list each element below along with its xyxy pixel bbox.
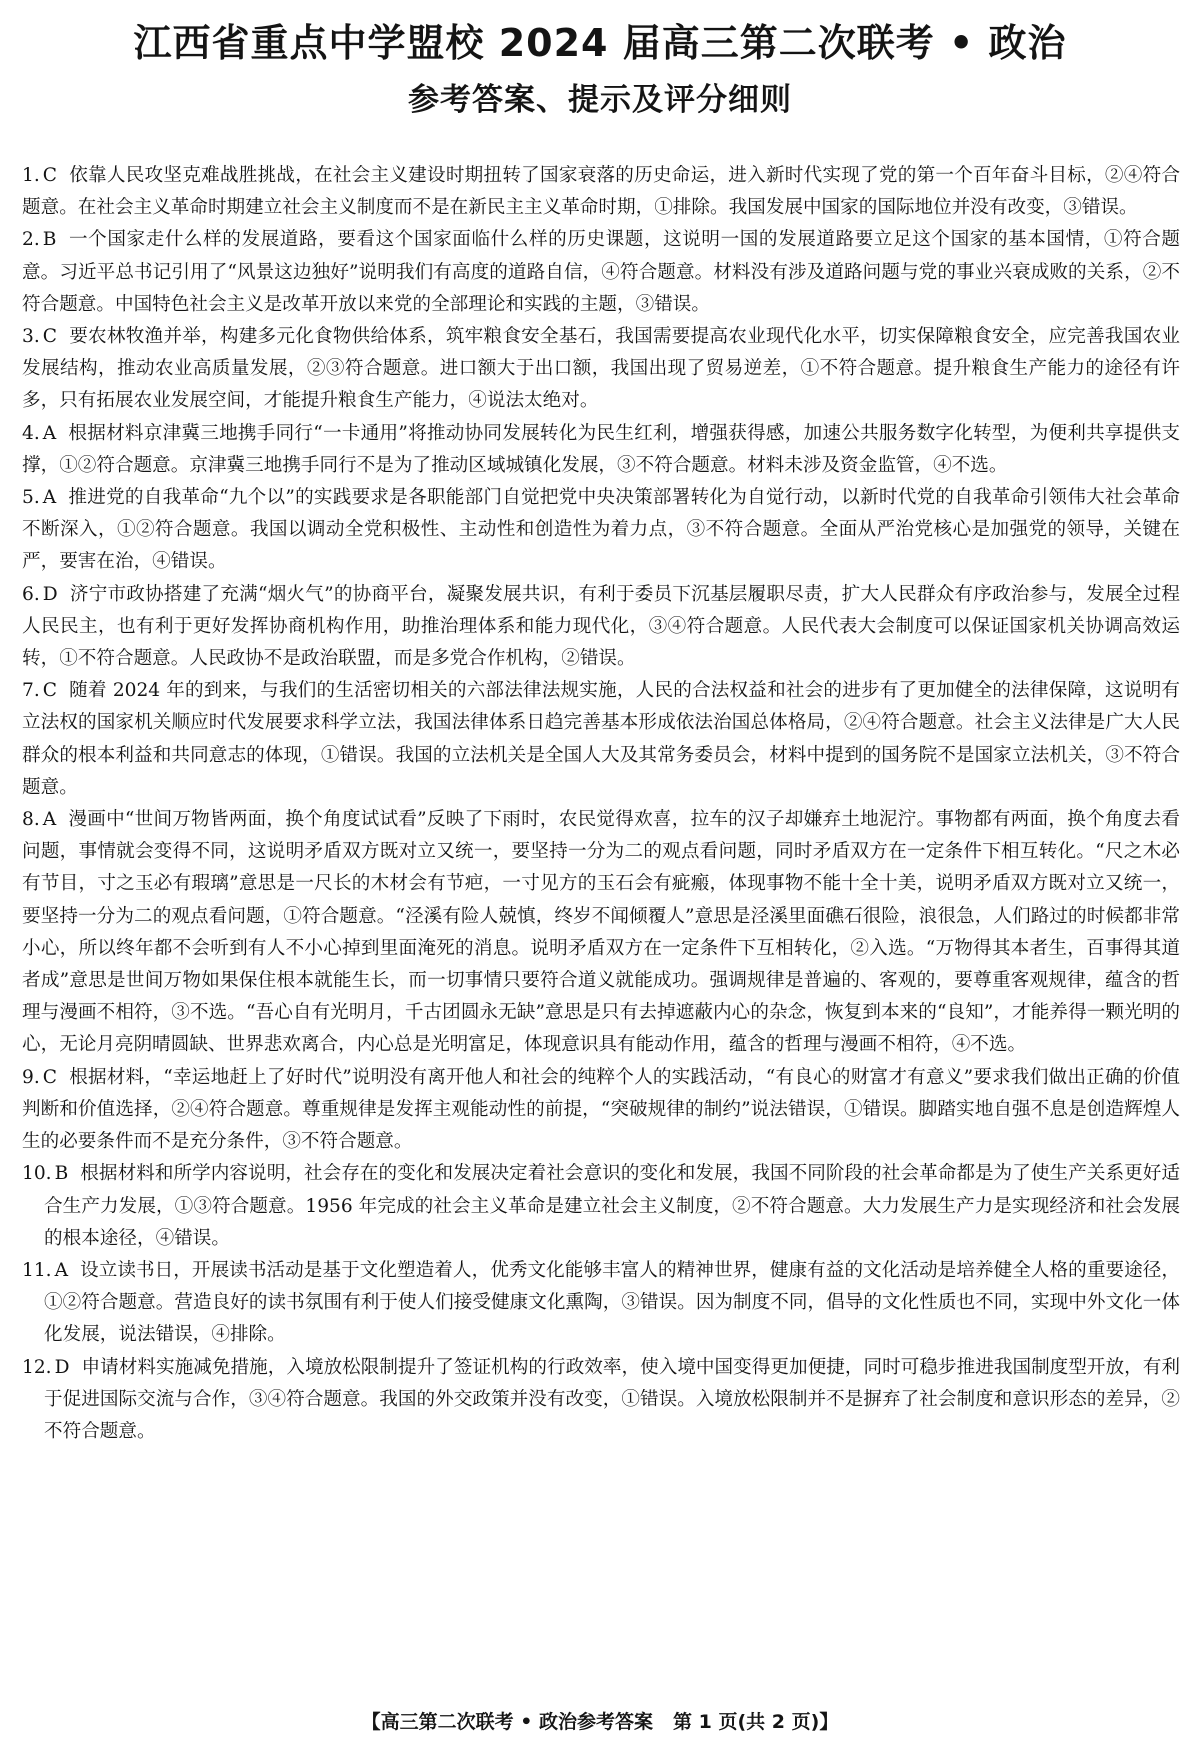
answer-item-12 [22, 1352, 1180, 1449]
answer-item-8 [22, 804, 1180, 1062]
footer-label: 【高三第二次联考 • 政治参考答案 [361, 1711, 654, 1733]
answer-explanation: 济宁市政协搭建了充满“烟火气”的协商平台，凝聚发展共识，有利于委员下沉基层履职尽责，扩大人民群众有序政治参与，发展全过程人民民主，也有利于更好发挥协商机构作用，助推治理体系和能力现代化，③④符合题意。人民代表大会制度可以保证国家机关协调高效运转，①不符合题意。人民政协不是政治联盟，而是多党合作机构，②错误。 [22, 583, 1180, 670]
answer-explanation: 根据材料京津冀三地携手同行“一卡通用”将推动协同发展转化为民生红利，增强获得感，加速公共服务数字化转型，为便利共享提供支撑，①②符合题意。京津冀三地携手同行不是为了推动区域城镇化发展，③不符合题意。材料未涉及资金监管，④不选。 [22, 422, 1180, 476]
answer-explanation: 根据材料和所学内容说明，社会存在的变化和发展决定着社会意识的变化和发展，我国不同阶段的社会革命都是为了使生产关系更好适合生产力发展，①③符合题意。1956 年完成的社会主义革命是建立社会主义制度，②不符合题意。大力发展生产力是实现经济和社会发展的根本途径，④错误。 [44, 1163, 1180, 1249]
answer-explanation: 随着 2024 年的到来，与我们的生活密切相关的六部法律法规实施，人民的合法权益和社会的进步有了更加健全的法律保障，这说明有立法权的国家机关顺应时代发展要求科学立法，我国法律体系日趋完善基本形成依法治国总体格局，②④符合题意。社会主义法律是广大人民群众的根本利益和共同意志的体现，①错误。我国的立法机关是全国人大及其常务委员会，材料中提到的国务院不是国家立法机关，③不符合题意。 [22, 680, 1180, 798]
answer-number: 6. [22, 583, 40, 605]
answer-item-3 [22, 321, 1180, 418]
answer-item-2 [22, 224, 1180, 321]
answer-choice: C [42, 1066, 57, 1088]
answer-number: 3. [22, 326, 40, 348]
answer-choice: D [54, 1356, 70, 1378]
answer-choice: A [54, 1259, 69, 1281]
page-footer [0, 1707, 1200, 1737]
answer-number: 12. [22, 1356, 52, 1378]
answer-explanation: 漫画中“世间万物皆两面，换个角度试试看”反映了下雨时，农民觉得欢喜，拉车的汉子却嫌弃土地泥泞。事物都有两面，换个角度去看问题，事情就会变得不同，这说明矛盾双方既对立又统一，要坚持一分为二的观点看问题，同时矛盾双方在一定条件下相互转化。“尺之木必有节目，寸之玉必有瑕璃”意思是一尺长的木材会有节疤，一寸见方的玉石会有疵瘢，体现事物不能十全十美，说明矛盾双方既对立又统一，要坚持一分为二的观点看问题，①符合题意。“泾溪有险人兢慎，终岁不闻倾覆人”意思是泾溪里面礁石很险，浪很急，人们路过的时候都非常小心，所以终年都不会听到有人不小心掉到里面淹死的消息。说明矛盾双方在一定条件下互相转化，②入选。“万物得其本者生，百事得其道者成”意思是世间万物如果保住根本就能生长，而一切事情只要符合道义就能成功。强调规律是普遍的、客观的，要尊重客观规律，蕴含的哲理与漫画不相符，③不选。“吾心自有光明月，千古团圆永无缺”意思是只有去掉遮蔽内心的杂念，恢复到本来的“良知”，才能养得一颗光明的心，无论月亮阴晴圆缺、世界悲欢离合，内心总是光明富足，体现意识具有能动作用，蕴含的哲理与漫画不相符，④不选。 [22, 809, 1180, 1056]
answer-number: 11. [22, 1259, 52, 1281]
answer-number: 7. [22, 680, 40, 702]
answer-item-7 [22, 675, 1180, 804]
answer-number: 2. [22, 229, 40, 251]
answer-number: 4. [22, 422, 40, 444]
answer-explanation: 设立读书日，开展读书活动是基于文化塑造着人，优秀文化能够丰富人的精神世界，健康有益的文化活动是培养健全人格的重要途径，①②符合题意。营造良好的读书氛围有利于使人们接受健康文化熏陶，③错误。因为制度不同，倡导的文化性质也不同，实现中外文化一体化发展，说法错误，④排除。 [44, 1259, 1180, 1346]
answer-explanation: 要农林牧渔并举，构建多元化食物供给体系，筑牢粮食安全基石，我国需要提高农业现代化水平，切实保障粮食安全，应完善我国农业发展结构，推动农业高质量发展，②③符合题意。进口额大于出口额，我国出现了贸易逆差，①不符合题意。提升粮食生产能力的途径有许多，只有拓展农业发展空间，才能提升粮食生产能力，④说法太绝对。 [22, 326, 1180, 412]
answer-list [22, 160, 1180, 1448]
answer-explanation: 一个国家走什么样的发展道路，要看这个国家面临什么样的历史课题，这说明一国的发展道路要立足这个国家的基本国情，①符合题意。习近平总书记引用了“风景这边独好”说明我们有高度的道路自信，④符合题意。材料没有涉及道路问题与党的事业兴衰成败的关系，②不符合题意。中国特色社会主义是改革开放以来党的全部理论和实践的主题，③错误。 [22, 229, 1180, 315]
answer-number: 8. [22, 809, 40, 831]
answer-choice: B [54, 1163, 69, 1185]
answer-item-4 [22, 418, 1180, 482]
answer-choice: B [42, 229, 57, 251]
answer-choice: C [42, 326, 57, 348]
answer-explanation: 根据材料，“幸运地赶上了好时代”说明没有离开他人和社会的纯粹个人的实践活动，“有良心的财富才有意义”要求我们做出正确的价值判断和价值选择，②④符合题意。尊重规律是发挥主观能动性的前提，“突破规律的制约”说法错误，①错误。脚踏实地自强不息是创造辉煌人生的必要条件而不是充分条件，③不符合题意。 [22, 1066, 1180, 1153]
answer-item-11 [22, 1255, 1180, 1352]
answer-choice: A [42, 422, 57, 444]
answer-number: 1. [22, 165, 40, 186]
page-title: 江西省重点中学盟校 2024 届高三第二次联考 • 政治 [133, 21, 1067, 65]
answer-explanation: 申请材料实施减免措施，入境放松限制提升了签证机构的行政效率，使入境中国变得更加便捷，同时可稳步推进我国制度型开放，有利于促进国际交流与合作，③④符合题意。我国的外交政策并没有改变，①错误。入境放松限制并不是摒弃了社会制度和意识形态的差异，②不符合题意。 [44, 1356, 1180, 1442]
answer-number: 9. [22, 1066, 40, 1088]
answer-choice: C [42, 680, 57, 702]
answer-choice: A [42, 809, 57, 831]
answer-item-10 [22, 1158, 1180, 1255]
answer-item-5 [22, 482, 1180, 579]
answer-choice: C [42, 165, 57, 186]
answer-choice: D [42, 583, 58, 605]
answer-item-6 [22, 579, 1180, 676]
answer-item-9 [22, 1062, 1180, 1159]
footer-page-number: 第 1 页(共 2 页)】 [673, 1711, 839, 1733]
page-subtitle: 参考答案、提示及评分细则 [408, 82, 792, 118]
answer-explanation: 推进党的自我革命“九个以”的实践要求是各职能部门自觉把党中央决策部署转化为自觉行动，以新时代党的自我革命引领伟大社会革命不断深入，①②符合题意。我国以调动全党积极性、主动性和创造性为着力点，③不符合题意。全面从严治党核心是加强党的领导，关键在严，要害在治，④错误。 [22, 487, 1180, 573]
answer-explanation: 依靠人民攻坚克难战胜挑战，在社会主义建设时期扭转了国家衰落的历史命运，进入新时代实现了党的第一个百年奋斗目标，②④符合题意。在社会主义革命时期建立社会主义制度而不是在新民主主义革命时期，①排除。我国发展中国家的国际地位并没有改变，③错误。 [22, 165, 1180, 219]
answer-number: 5. [22, 487, 40, 509]
answer-choice: A [42, 487, 57, 509]
answer-item-1 [22, 160, 1180, 224]
answer-number: 10. [22, 1163, 52, 1185]
